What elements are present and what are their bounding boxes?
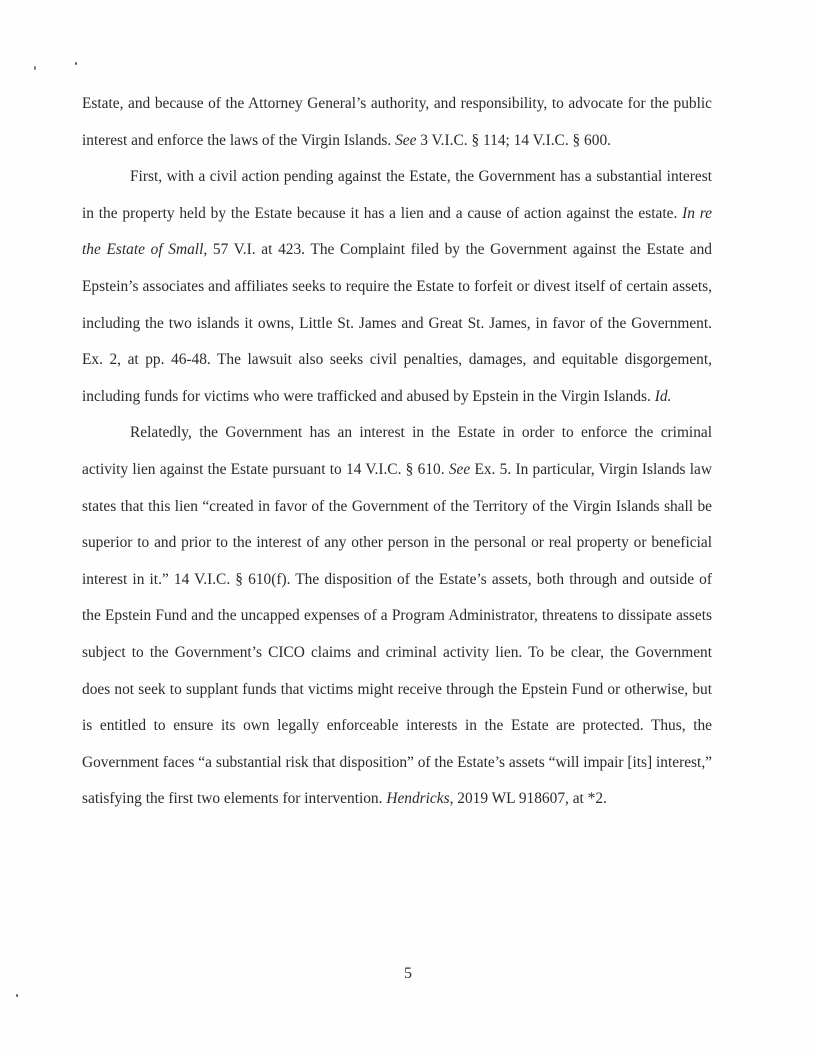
- body-text: [82, 86, 712, 818]
- text-run: 3 V.I.C. § 114; 14 V.I.C. § 600.: [416, 131, 611, 149]
- text-run: Estate, and because of the Attorney General’s authority, and responsibility, to advocate for the public interest and enforce the laws of the Virgin Islands.: [82, 95, 712, 149]
- paragraph-2: [82, 159, 712, 415]
- text-run: Relatedly, the Government has an interest in the Estate in order to enforce the criminal activity lien against the Estate pursuant to 14 V.I.C. § 610.: [82, 424, 712, 478]
- scan-speck: [16, 994, 18, 997]
- citation-signal: See: [448, 460, 471, 478]
- citation-signal: See: [395, 131, 417, 149]
- text-run: , 57 V.I. at 423. The Complaint filed by the Government against the Estate and Epstein’s associates and affiliates seeks to require the Estate to forfeit or divest itself of certain assets, including the two islands it owns, Little St. James and Great St. James, in favor of the Government. Ex. 2, at pp. 46-48. The lawsuit also seeks civil penalties, damages, and equitable disgorgement, including funds for victims who were trafficked and abused by Epstein in the Virgin Islands.: [82, 241, 713, 405]
- paragraph-3: [82, 415, 712, 818]
- page-number: 5: [404, 965, 412, 982]
- text-run: First, with a civil action pending against the Estate, the Government has a substantial interest in the property held by the Estate because it has a lien and a cause of action against the estate.: [82, 168, 712, 222]
- case-citation: Hendricks: [386, 790, 450, 808]
- paragraph-1: [82, 86, 712, 159]
- text-run: , 2019 WL 918607, at *2.: [449, 790, 607, 808]
- citation-signal: Id.: [654, 387, 672, 405]
- text-run: Ex. 5. In particular, Virgin Islands law states that this lien “created in favor of the Government of the Territory of the Virgin Islands shall be superior to and prior to the interest of any other person in the personal or real property or beneficial interest in it.” 14 V.I.C. § 610(f). The disposition of the Estate’s assets, both through and outside of the Epstein Fund and the uncapped expenses of a Program Administrator, threatens to dissipate assets subject to the Government’s CICO claims and criminal activity lien. To be clear, the Government does not seek to supplant funds that victims might receive through the Epstein Fund or otherwise, but is entitled to ensure its own legally enforceable interests in the Estate are protected. Thus, the Government faces “a substantial risk that disposition” of the Estate’s assets “will impair [its] interest,” satisfying the first two elements for intervention.: [82, 460, 712, 808]
- scan-speck: [75, 62, 77, 65]
- case-citation: In re the Estate of Small: [82, 204, 712, 259]
- scan-speck: [34, 66, 36, 70]
